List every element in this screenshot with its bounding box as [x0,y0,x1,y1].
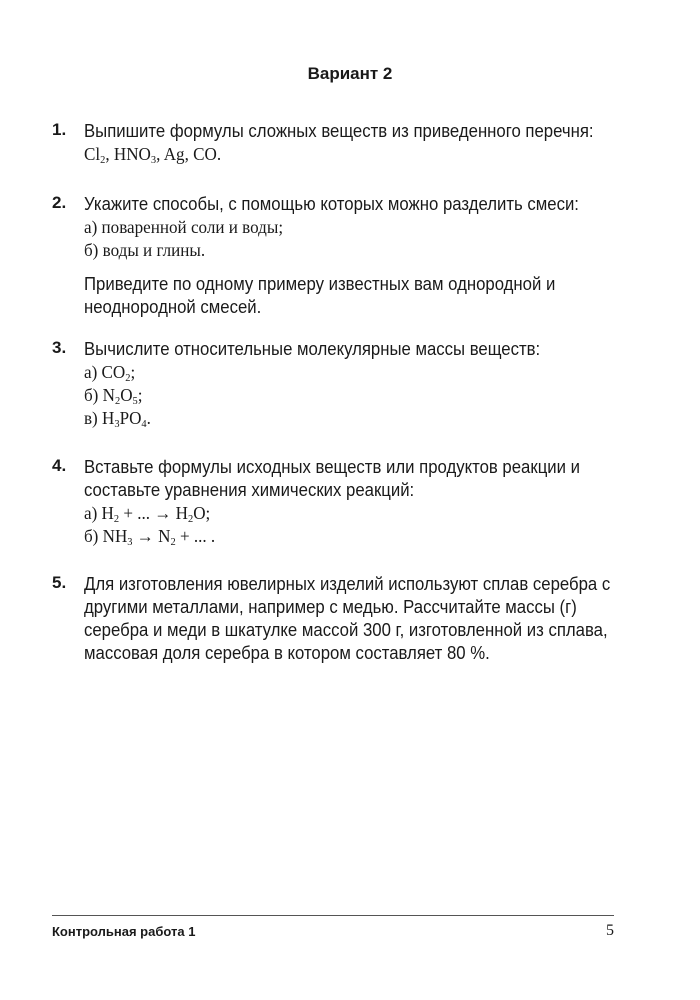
footer-divider [52,915,614,916]
task-2 [52,193,614,319]
task-text: Укажите способы, с помощью которых можно разделить смеси: [84,194,579,214]
task-text: Вставьте формулы исходных веществ или продуктов реакции и составьте уравнения химических реакций: [84,457,580,500]
task-note: Приведите по одному примеру известных вам однородной и неоднородной смесей. [84,274,556,317]
task-text: Для изготовления ювелирных изделий используют сплав серебра с другими металлами, например с медью. Рассчитайте массы (г) серебра и меди в шкатулке массой 300 г, изготовленной из сплава, массовая доля серебра в котором составляет 80 %. [84,574,611,663]
task-5 [52,573,614,665]
task-3 [52,338,614,430]
task-number: 3. [52,338,67,357]
task-number: 2. [52,193,67,212]
task-item: б) воды и глины. [84,240,206,260]
task-number: 5. [52,573,67,592]
page-number: 5 [606,922,614,939]
page-title: Вариант 2 [307,64,393,83]
task-number: 1. [52,120,67,139]
task-formula-list: $Cl_2$, $HNO_3$, Ag, CO. [84,144,222,166]
task-item: а) $H_2$ + ... → $H_2O$; [84,503,211,525]
task-number: 4. [52,456,67,475]
task-item: б) $NH_3 \to N_2$ + ... . [84,526,216,548]
task-item: а) $CO_2$; [84,362,136,384]
task-text: Вычислите относительные молекулярные массы веществ: [84,339,541,359]
task-4 [52,456,614,548]
task-1 [52,120,614,166]
footer-label: Контрольная работа 1 [52,924,196,939]
task-item: а) поваренной соли и воды; [84,217,284,237]
task-text: Выпишите формулы сложных веществ из приведенного перечня: [84,121,594,141]
task-item: в) $H_3PO_4$. [84,408,151,430]
task-item: б) $N_2O_5$; [84,385,143,407]
